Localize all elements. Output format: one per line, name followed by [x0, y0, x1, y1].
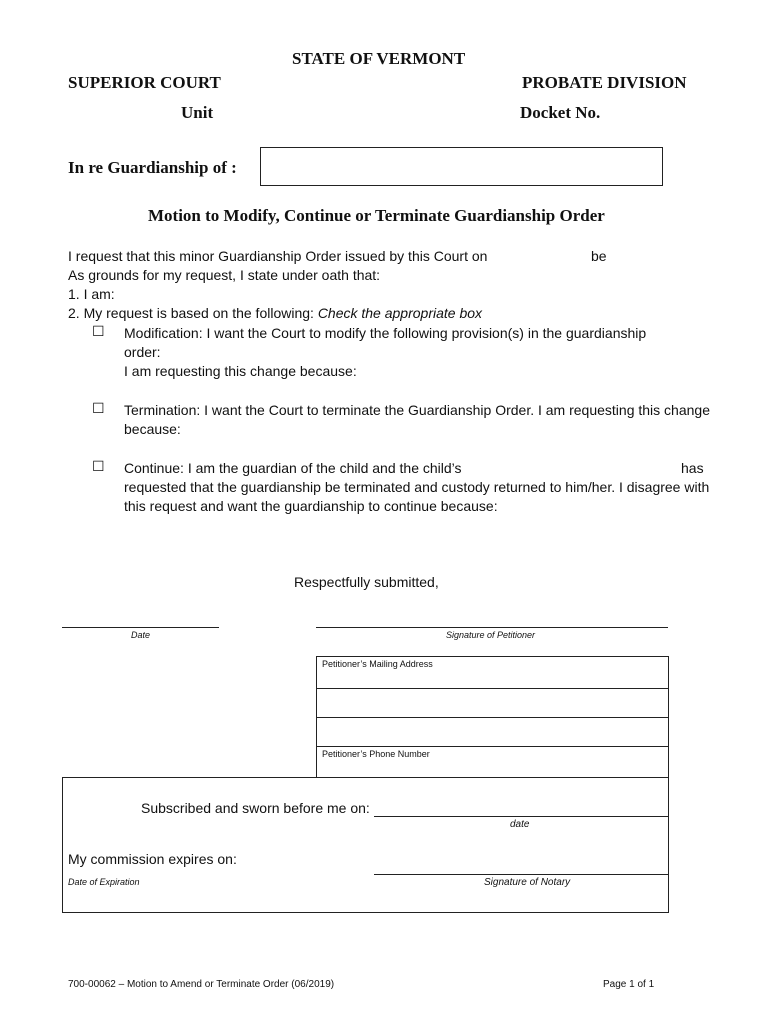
address-divider-1: [316, 688, 669, 689]
division-heading: PROBATE DIVISION: [522, 73, 687, 92]
request-line-be: be: [591, 248, 607, 264]
sworn-date-line[interactable]: [374, 816, 668, 817]
notary-box: [62, 777, 669, 913]
termination-label: Termination: I want the Court to terminate the Guardianship Order. I am requesting this change: [124, 402, 710, 418]
address-divider-2: [316, 717, 669, 718]
item-1: 1. I am:: [68, 286, 115, 302]
phone-label: Petitioner’s Phone Number: [322, 749, 430, 759]
date-label: Date: [131, 630, 151, 640]
ward-name-field[interactable]: [260, 147, 663, 186]
sworn-label: Subscribed and sworn before me on:: [141, 800, 370, 816]
grounds-line: As grounds for my request, I state under oath that:: [68, 267, 381, 283]
date-line[interactable]: [62, 627, 219, 628]
expiration-label: Date of Expiration: [68, 877, 140, 887]
form-id: 700-00062 – Motion to Amend or Terminate Order (06/2019): [68, 979, 335, 990]
mailing-address-label: Petitioner’s Mailing Address: [322, 659, 433, 669]
modification-checkbox[interactable]: ☐: [92, 323, 105, 339]
notary-signature-label: Signature of Notary: [484, 877, 571, 888]
petitioner-signature-line[interactable]: [316, 627, 668, 628]
notary-signature-line[interactable]: [374, 874, 668, 875]
request-line: I request that this minor Guardianship Order issued by this Court on: [68, 248, 488, 264]
continue-has: has: [681, 460, 704, 476]
item-2: 2. My request is based on the following: Check the appropriate box: [68, 305, 483, 321]
page-number: Page 1 of 1: [603, 979, 655, 990]
modification-label-2: order:: [124, 344, 161, 360]
commission-label: My commission expires on:: [68, 851, 237, 867]
in-re-label: In re Guardianship of :: [68, 158, 237, 177]
respectfully-submitted: Respectfully submitted,: [294, 574, 439, 590]
sworn-date-label: date: [510, 819, 530, 830]
address-divider-3: [316, 746, 669, 747]
docket-label: Docket No.: [520, 103, 601, 122]
modification-label: Modification: I want the Court to modify the following provision(s) in the guardianship: [124, 325, 647, 341]
modification-reason: I am requesting this change because:: [124, 363, 357, 379]
unit-label: Unit: [181, 103, 214, 122]
state-heading: STATE OF VERMONT: [292, 49, 466, 68]
continue-label-2: requested that the guardianship be terminated and custody returned to him/her. I disagree with: [124, 479, 710, 495]
continue-label-3: this request and want the guardianship to continue because:: [124, 498, 498, 514]
continue-checkbox[interactable]: ☐: [92, 458, 105, 474]
termination-checkbox[interactable]: ☐: [92, 400, 105, 416]
continue-label: Continue: I am the guardian of the child and the child’s: [124, 460, 462, 476]
termination-label-2: because:: [124, 421, 181, 437]
petitioner-signature-label: Signature of Petitioner: [446, 630, 536, 640]
court-heading: SUPERIOR COURT: [68, 73, 221, 92]
form-title: Motion to Modify, Continue or Terminate Guardianship Order: [148, 206, 605, 225]
